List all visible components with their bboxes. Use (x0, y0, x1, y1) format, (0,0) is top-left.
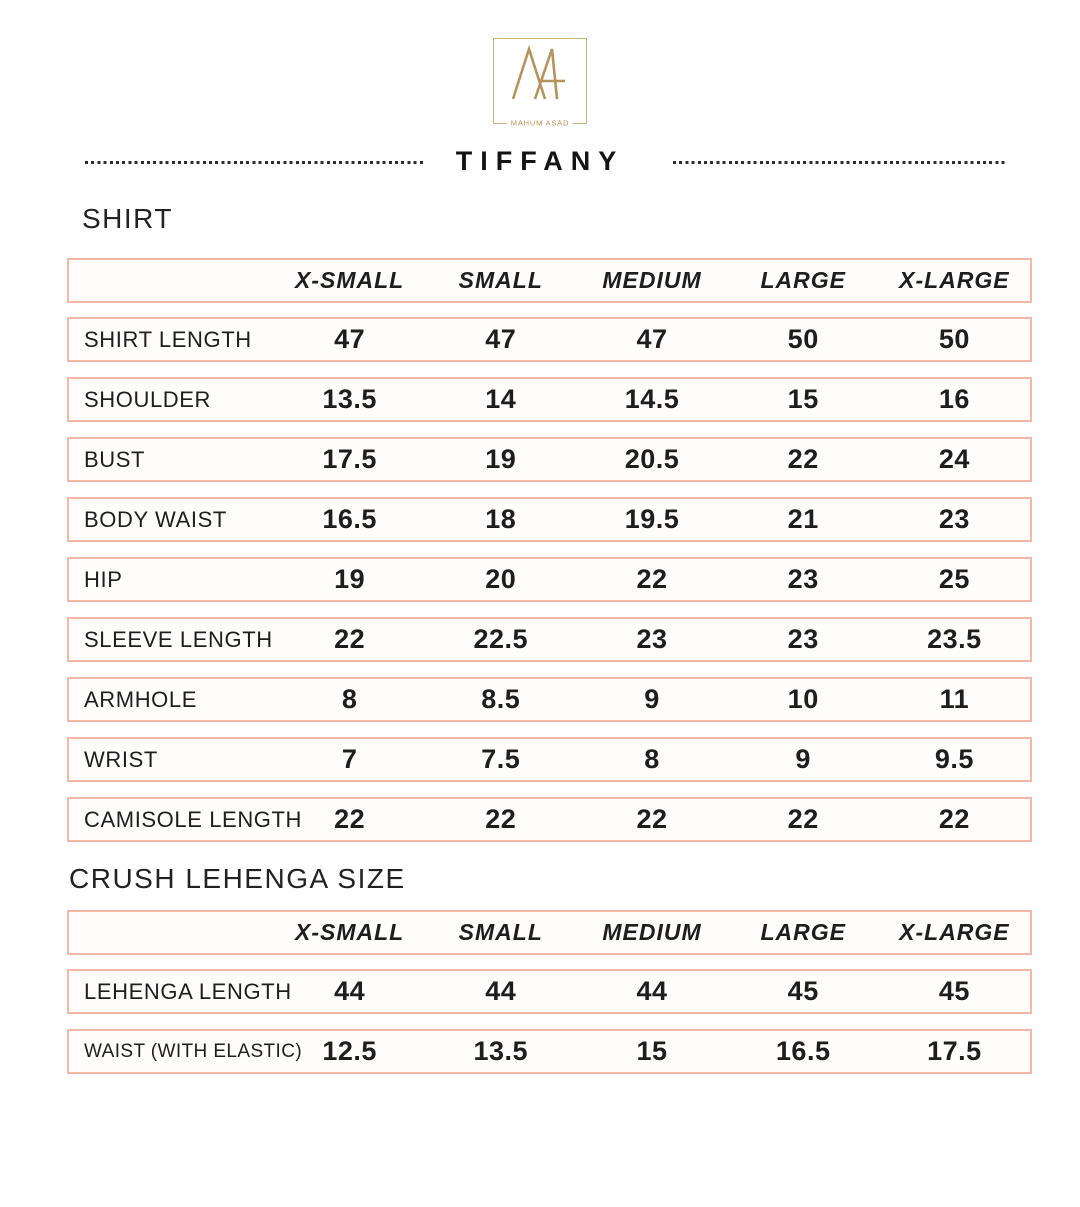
row-label: SLEEVE LENGTH (84, 626, 273, 652)
size-value: 17.5 (322, 444, 377, 474)
size-tables-container (67, 258, 1032, 1074)
row-label: WAIST (WITH ELASTIC) (84, 1041, 303, 1062)
size-header-row (67, 258, 1032, 303)
size-value: 20.5 (624, 444, 680, 474)
size-value: 10 (787, 684, 819, 714)
column-header: X-LARGE (899, 919, 1010, 945)
row-label: CAMISOLE LENGTH (84, 806, 303, 832)
row-label: BUST (84, 446, 146, 472)
size-value: 22 (787, 444, 819, 474)
size-value: 15 (636, 1036, 668, 1066)
size-section (67, 258, 1032, 842)
row-label: SHOULDER (84, 386, 212, 412)
size-value: 14 (485, 384, 517, 414)
size-value: 44 (485, 976, 517, 1006)
size-table (67, 258, 1032, 842)
size-value: 9 (644, 684, 660, 714)
size-value: 20 (485, 564, 517, 594)
brand-name: MAHUM ASAD (507, 119, 573, 128)
row-label: SHIRT LENGTH (84, 326, 252, 352)
size-value: 22 (636, 564, 668, 594)
size-value: 23 (938, 504, 970, 534)
size-value: 14.5 (624, 384, 680, 414)
column-header: X-SMALL (294, 267, 405, 293)
table-row (67, 377, 1032, 422)
size-value: 16 (938, 384, 970, 414)
size-value: 22 (334, 804, 366, 834)
size-value: 16.5 (775, 1036, 831, 1066)
size-value: 50 (787, 324, 819, 354)
column-header: MEDIUM (602, 267, 702, 293)
size-value: 13.5 (473, 1036, 529, 1066)
row-label: ARMHOLE (84, 686, 197, 712)
column-header: X-SMALL (294, 919, 405, 945)
size-value: 9 (795, 744, 811, 774)
size-value: 21 (787, 504, 819, 534)
size-value: 44 (334, 976, 366, 1006)
size-value: 17.5 (927, 1036, 982, 1066)
size-section (67, 863, 1032, 1074)
size-value: 15 (787, 384, 819, 414)
column-header: SMALL (458, 267, 543, 293)
size-value: 23 (787, 624, 819, 654)
size-value: 18 (485, 504, 517, 534)
table-row (67, 317, 1032, 362)
column-header: SMALL (458, 919, 543, 945)
size-value: 25 (938, 564, 970, 594)
size-header-row (67, 910, 1032, 955)
size-table (67, 910, 1032, 1074)
size-value: 19 (334, 564, 366, 594)
section-heading-crush-lehenga-size: CRUSH LEHENGA SIZE (69, 863, 406, 894)
table-row (67, 969, 1032, 1014)
size-value: 44 (636, 976, 668, 1006)
size-value: 22 (787, 804, 819, 834)
column-header: LARGE (760, 267, 846, 293)
row-label: HIP (84, 566, 123, 592)
size-value: 23 (636, 624, 668, 654)
row-label: BODY WAIST (84, 506, 227, 532)
size-value: 45 (787, 976, 819, 1006)
size-value: 47 (485, 324, 517, 354)
size-value: 45 (938, 976, 970, 1006)
table-row (67, 797, 1032, 842)
size-value: 19.5 (624, 504, 680, 534)
size-value: 19 (485, 444, 517, 474)
row-label: WRIST (84, 746, 158, 772)
column-header: LARGE (760, 919, 846, 945)
size-value: 23 (787, 564, 819, 594)
row-label: LEHENGA LENGTH (84, 978, 292, 1004)
size-value: 9.5 (934, 744, 974, 774)
size-value: 13.5 (322, 384, 377, 414)
size-value: 8.5 (481, 684, 521, 714)
size-value: 12.5 (322, 1036, 377, 1066)
table-row (67, 617, 1032, 662)
product-title: TIFFANY (455, 146, 625, 176)
size-value: 7 (341, 744, 358, 774)
table-row (67, 677, 1032, 722)
table-row (67, 737, 1032, 782)
size-value: 22 (334, 624, 366, 654)
size-value: 11 (939, 684, 970, 714)
size-value: 22 (636, 804, 668, 834)
column-header: MEDIUM (602, 919, 702, 945)
size-value: 50 (938, 324, 970, 354)
size-value: 22 (938, 804, 970, 834)
table-row (67, 1029, 1032, 1074)
column-header: X-LARGE (899, 267, 1010, 293)
size-value: 23.5 (927, 624, 982, 654)
table-row (67, 437, 1032, 482)
size-value: 8 (644, 744, 660, 774)
brand-logo (493, 38, 587, 128)
size-value: 47 (636, 324, 668, 354)
size-value: 47 (334, 324, 366, 354)
dotted-divider-right (673, 161, 1007, 164)
table-row (67, 497, 1032, 542)
size-value: 24 (938, 444, 970, 474)
size-value: 7.5 (481, 744, 521, 774)
brand-monogram-icon (507, 45, 573, 103)
section-heading-shirt: SHIRT (82, 203, 173, 234)
size-value: 22.5 (473, 624, 529, 654)
size-value: 22 (485, 804, 517, 834)
size-value: 16.5 (322, 504, 377, 534)
table-row (67, 557, 1032, 602)
size-value: 8 (341, 684, 358, 714)
